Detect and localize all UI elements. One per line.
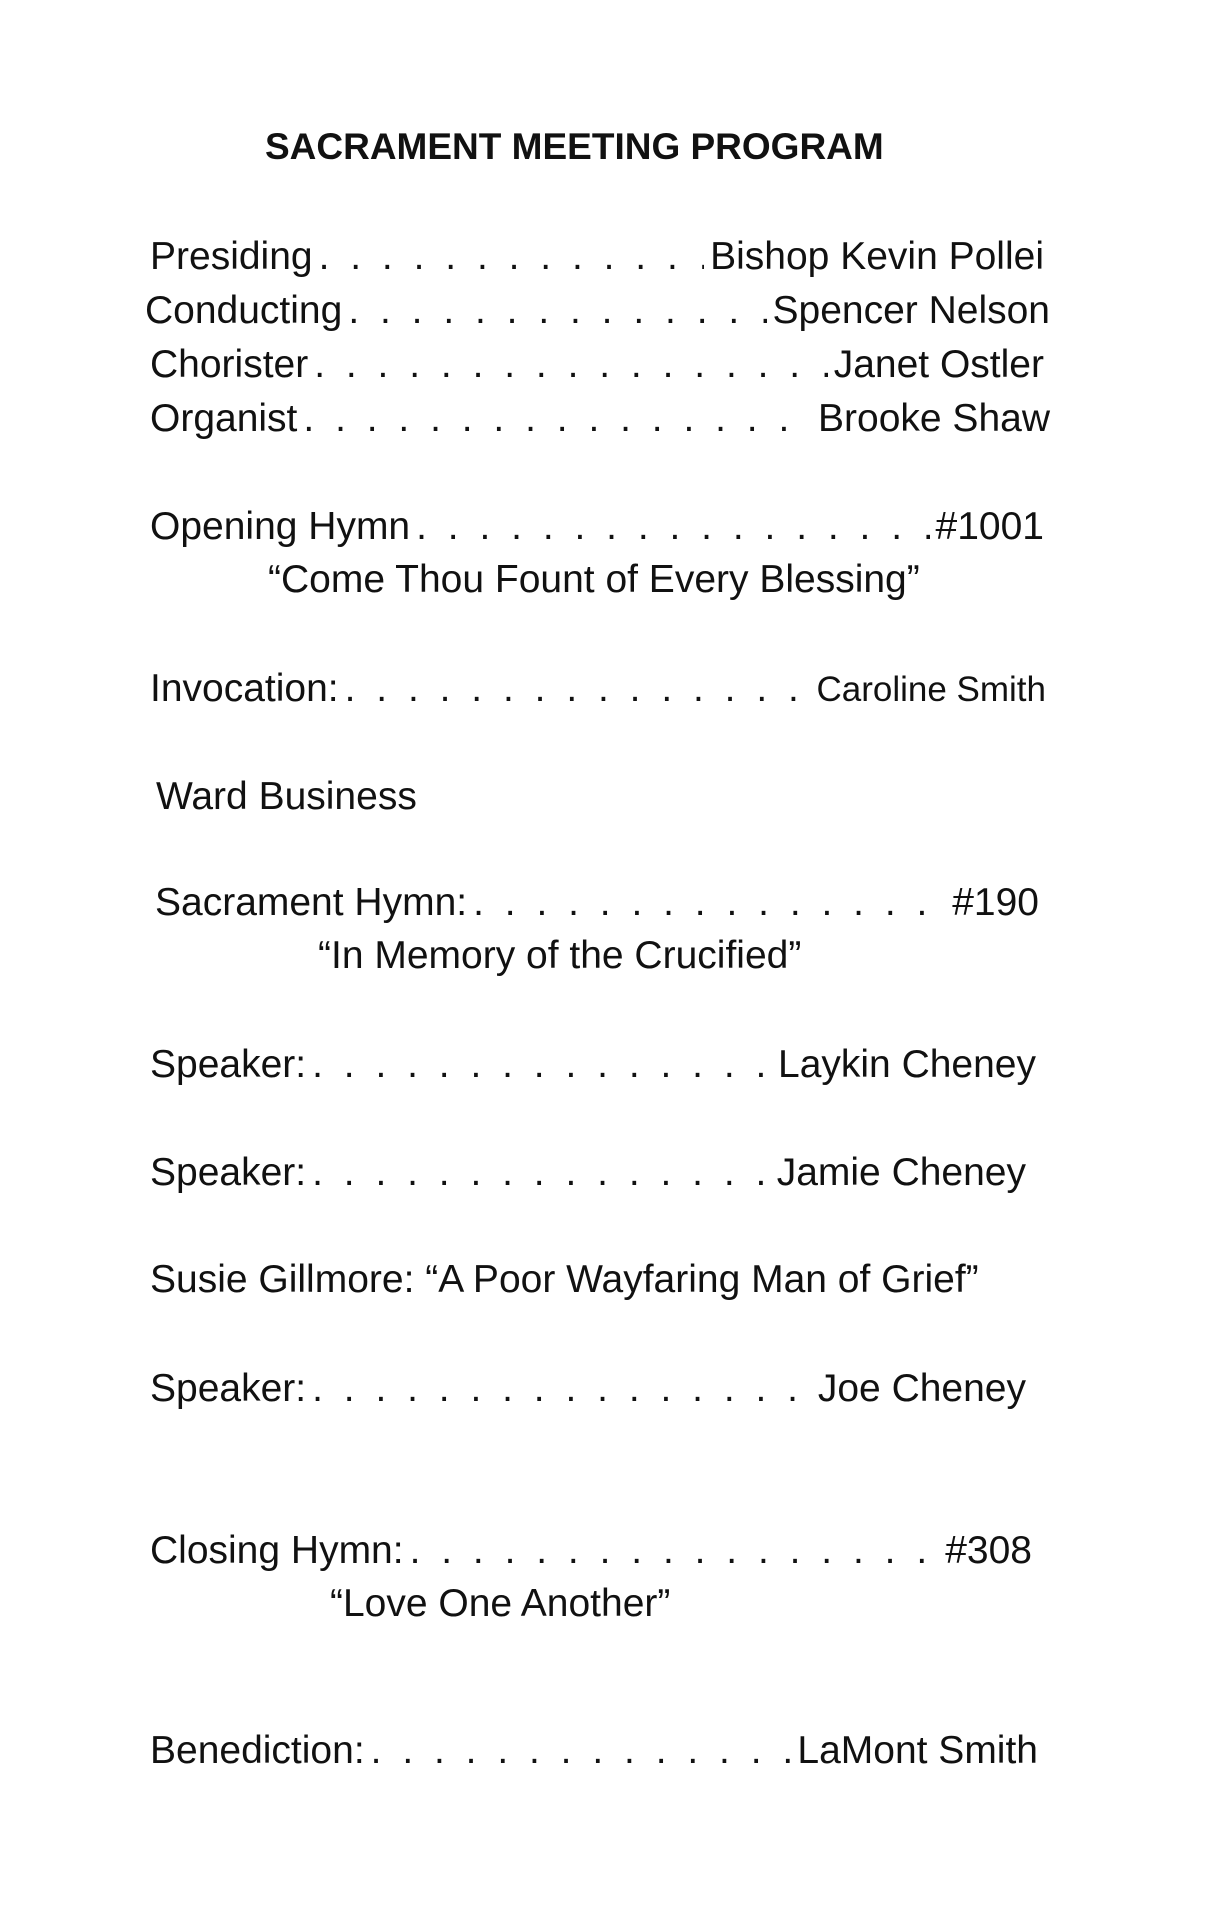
invocation-row xyxy=(150,666,1046,713)
invocation-value: Caroline Smith xyxy=(816,670,1046,709)
conducting-row xyxy=(145,288,1050,334)
leader-dots xyxy=(312,1042,772,1088)
organist-label: Organist xyxy=(150,397,298,440)
leader-dots xyxy=(312,1150,771,1196)
benediction-label: Benediction: xyxy=(150,1729,365,1772)
conducting-value: Spencer Nelson xyxy=(772,289,1050,332)
presiding-row xyxy=(150,234,1044,280)
leader-dots xyxy=(312,1366,812,1412)
leader-dots xyxy=(348,288,766,334)
leader-dots xyxy=(319,234,705,280)
sacrament-hymn-label: Sacrament Hymn: xyxy=(155,881,468,924)
speaker-row xyxy=(150,1042,1036,1088)
sacrament-hymn-row xyxy=(155,880,1039,926)
conducting-label: Conducting xyxy=(145,289,343,332)
speaker-row xyxy=(150,1150,1026,1196)
chorister-value: Janet Ostler xyxy=(833,343,1044,386)
closing-hymn-number: #308 xyxy=(945,1529,1032,1572)
ward-business: Ward Business xyxy=(156,775,417,818)
invocation-label: Invocation: xyxy=(150,667,339,710)
speaker-value: Laykin Cheney xyxy=(778,1043,1036,1086)
speaker-label: Speaker: xyxy=(150,1043,307,1086)
speaker-value: Jamie Cheney xyxy=(776,1151,1026,1194)
presiding-value: Bishop Kevin Pollei xyxy=(710,235,1044,278)
sacrament-hymn-title: “In Memory of the Crucified” xyxy=(318,934,802,977)
closing-hymn-row xyxy=(150,1528,1032,1574)
leader-dots xyxy=(473,880,946,926)
leader-dots xyxy=(314,342,828,388)
speaker-label: Speaker: xyxy=(150,1151,307,1194)
leader-dots xyxy=(345,666,811,712)
musical-number: Susie Gillmore: “A Poor Wayfaring Man of Grief” xyxy=(150,1258,979,1301)
closing-hymn-title: “Love One Another” xyxy=(330,1582,671,1625)
leader-dots xyxy=(416,504,929,550)
chorister-label: Chorister xyxy=(150,343,309,386)
organist-value: Brooke Shaw xyxy=(818,397,1050,440)
program-title: SACRAMENT MEETING PROGRAM xyxy=(265,126,884,167)
leader-dots xyxy=(410,1528,940,1574)
closing-hymn-label: Closing Hymn: xyxy=(150,1529,404,1572)
speaker-row xyxy=(150,1366,1026,1412)
opening-hymn-row xyxy=(150,504,1044,550)
opening-hymn-title: “Come Thou Fount of Every Blessing” xyxy=(268,558,920,601)
speaker-label: Speaker: xyxy=(150,1367,307,1410)
organist-row xyxy=(150,396,1050,442)
leader-dots xyxy=(303,396,812,442)
opening-hymn-label: Opening Hymn xyxy=(150,505,411,548)
benediction-value: LaMont Smith xyxy=(797,1729,1038,1772)
presiding-label: Presiding xyxy=(150,235,313,278)
chorister-row xyxy=(150,342,1044,388)
speaker-value: Joe Cheney xyxy=(817,1367,1026,1410)
opening-hymn-number: #1001 xyxy=(935,505,1044,548)
benediction-row xyxy=(150,1728,1038,1774)
sacrament-hymn-number: #190 xyxy=(952,881,1039,924)
leader-dots xyxy=(371,1728,792,1774)
